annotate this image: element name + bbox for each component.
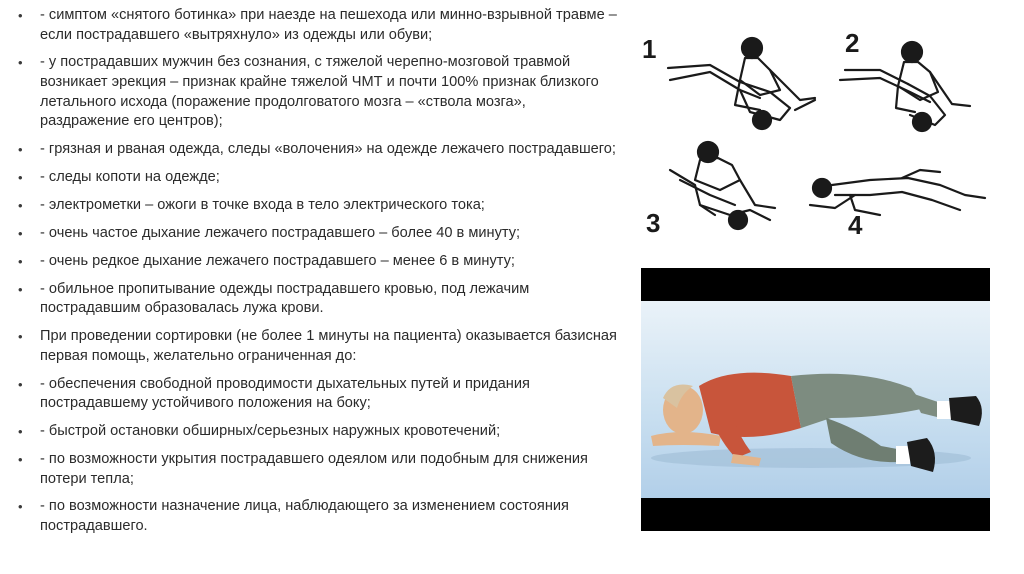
- bullet-icon: •: [18, 376, 23, 392]
- bullet-icon: •: [18, 253, 23, 269]
- list-item: • - по возможности укрытия пострадавшего одеялом или подобным для снижения потери тепла;: [18, 450, 618, 489]
- step-4-number: 4: [848, 210, 863, 240]
- bullet-icon: •: [18, 197, 23, 213]
- bullet-icon: •: [18, 499, 23, 515]
- list-item: • - обеспечения свободной проводимости дыхательных путей и придания пострадавшему устойчивого положения на боку;: [18, 375, 618, 414]
- sock-1: [937, 401, 951, 419]
- photo-bottom-bar: [641, 498, 990, 531]
- list-item: • - грязная и рваная одежда, следы «волочения» на одежде лежачего пострадавшего;: [18, 140, 618, 160]
- list-item: • - быстрой остановки обширных/серьезных наружных кровотечений;: [18, 422, 618, 442]
- bullet-icon: •: [18, 329, 23, 345]
- recovery-position-photo: [641, 268, 990, 531]
- step-4-drawing: [810, 170, 985, 215]
- list-item: • - у пострадавших мужчин без сознания, с тяжелой черепно-мозговой травмой возникает эрекция – признак крайне тяжелой ЧМТ и почти 100% признак близкого летального исхода (поражение продолговатого мозга – «ствола мозга», раздражение его центров);: [18, 53, 618, 131]
- step-3-drawing: [670, 142, 775, 229]
- list-item: • - электрометки – ожоги в точке входа в тело электрического тока;: [18, 196, 618, 216]
- bullet-icon: •: [18, 142, 23, 158]
- bullet-icon: •: [18, 451, 23, 467]
- step-3-number: 3: [646, 208, 661, 238]
- list-item: • - обильное пропитывание одежды пострадавшего кровью, под лежачим пострадавшим образовалась лужа крови.: [18, 280, 618, 319]
- text-column: [18, 6, 618, 545]
- bullet-icon: •: [18, 8, 23, 23]
- step-1-drawing: [668, 38, 815, 129]
- list-item: • - очень редкое дыхание лежачего пострадавшего – менее 6 в минуту;: [18, 252, 618, 272]
- list-item: • - следы копоти на одежде;: [18, 168, 618, 188]
- step-2-number: 2: [845, 28, 860, 58]
- step-1-number: 1: [642, 34, 657, 64]
- sock-2: [896, 446, 910, 464]
- list-item: • - по возможности назначение лица, наблюдающего за изменением состояния пострадавшего.: [18, 497, 618, 536]
- recovery-position-steps-illustration: [640, 20, 1010, 255]
- photo-top-bar: [641, 268, 990, 301]
- list-item: • - симптом «снятого ботинка» при наезде на пешехода или минно-взрывной травме – если пострадавшего «вытряхнуло» из одежды или обуви;: [18, 6, 618, 45]
- list-item: • При проведении сортировки (не более 1 минуты на пациента) оказывается базисная первая помощь, желательно ограниченная до:: [18, 327, 618, 366]
- shirt: [699, 373, 801, 437]
- bullet-icon: •: [18, 281, 23, 297]
- bullet-icon: •: [18, 424, 23, 440]
- bullet-icon: •: [18, 225, 23, 241]
- bullet-icon: •: [18, 55, 23, 71]
- step-2-drawing: [840, 42, 970, 131]
- list-item: • - очень частое дыхание лежачего пострадавшего – более 40 в минуту;: [18, 224, 618, 244]
- bullet-icon: •: [18, 170, 23, 186]
